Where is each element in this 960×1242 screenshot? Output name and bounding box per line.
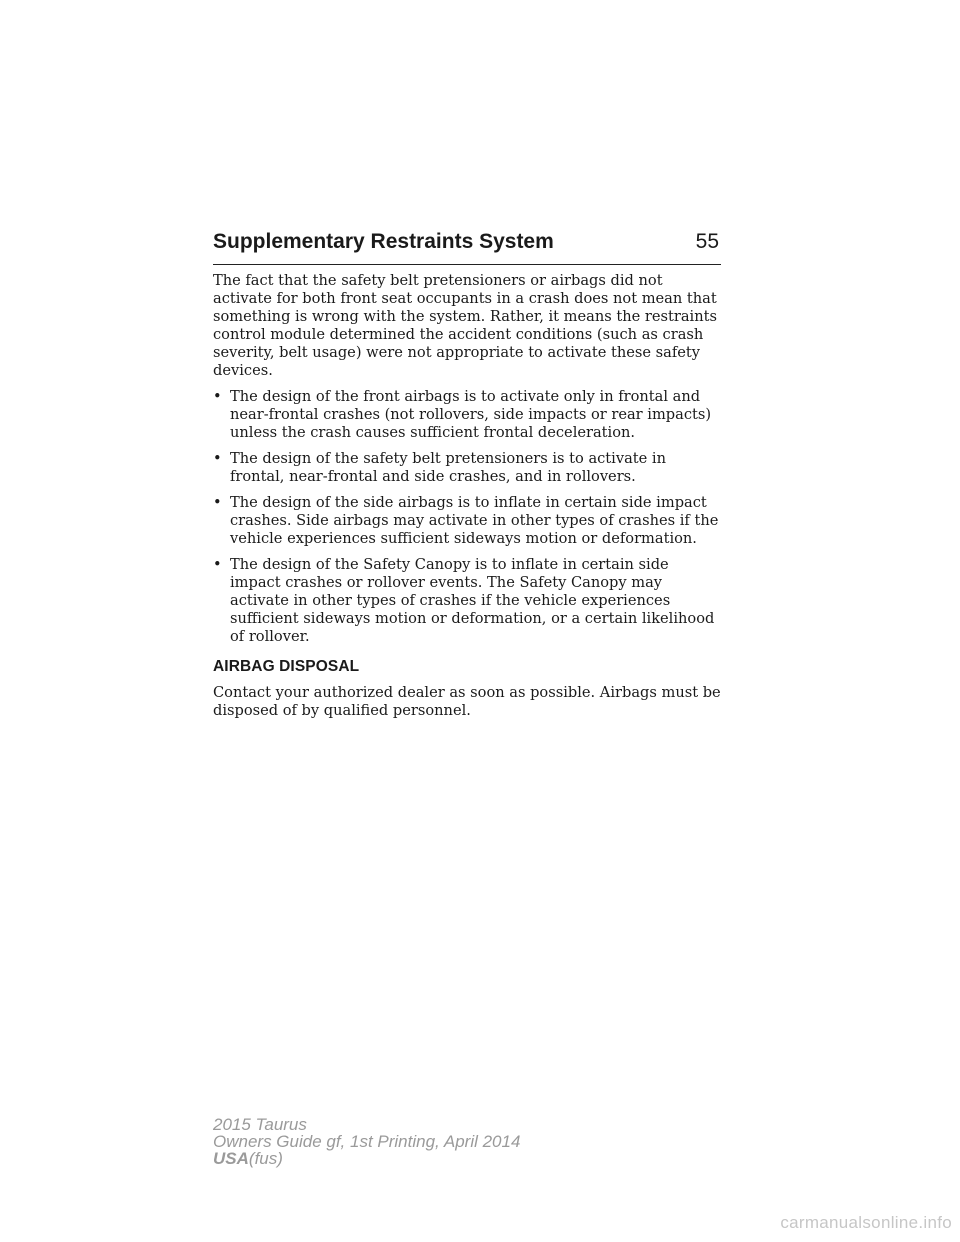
intro-paragraph: The fact that the safety belt pretensioners or airbags did not activate for both front seat occupants in a crash does not mean that something is wrong with the system. Rather, it means the restraints control module determined the accident conditions (such as crash severity, belt usage) were not appropriate to activate these safety devices. bbox=[213, 272, 717, 379]
bullet-icon: • bbox=[213, 556, 222, 573]
bullet-text: The design of the front airbags is to activate only in frontal and near-frontal crashes (not rollovers, side impacts or rear impacts) unless the crash causes sufficient frontal deceleration. bbox=[230, 388, 712, 441]
bullet-item bbox=[213, 556, 723, 646]
footer-region-code: (fus) bbox=[248, 1149, 283, 1168]
document-footer bbox=[213, 1116, 520, 1167]
bullet-icon: • bbox=[213, 388, 222, 405]
footer-region-line bbox=[213, 1150, 520, 1167]
page-header bbox=[213, 226, 721, 265]
page-number: 55 bbox=[695, 230, 719, 253]
bullet-item bbox=[213, 450, 723, 486]
bullet-text: The design of the side airbags is to inflate in certain side impact crashes. Side airbags may activate in other types of crashes if the vehicle experiences sufficient sideways motion or deformation. bbox=[230, 494, 719, 547]
bullet-list bbox=[213, 388, 723, 646]
footer-guide-info: Owners Guide gf, 1st Printing, April 2014 bbox=[213, 1132, 521, 1151]
bullet-icon: • bbox=[213, 450, 222, 467]
bullet-icon: • bbox=[213, 494, 222, 511]
airbag-disposal-paragraph: Contact your authorized dealer as soon as possible. Airbags must be disposed of by qualified personnel. bbox=[213, 684, 721, 719]
page-content bbox=[213, 272, 723, 728]
bullet-text: The design of the Safety Canopy is to inflate in certain side impact crashes or rollover events. The Safety Canopy may activate in other types of crashes if the vehicle experiences sufficient sideways motion or deformation, or a certain likelihood of rollover. bbox=[230, 556, 715, 645]
watermark-link[interactable]: carmanualsonline.info bbox=[780, 1213, 952, 1232]
section-title: Supplementary Restraints System bbox=[213, 230, 554, 253]
footer-region: USA bbox=[213, 1149, 249, 1168]
bullet-item bbox=[213, 388, 723, 442]
airbag-disposal-heading: AIRBAG DISPOSAL bbox=[213, 658, 360, 675]
bullet-text: The design of the safety belt pretensioners is to activate in frontal, near-frontal and side crashes, and in rollovers. bbox=[230, 450, 666, 485]
bullet-item bbox=[213, 494, 723, 548]
footer-model: 2015 Taurus bbox=[213, 1115, 307, 1134]
